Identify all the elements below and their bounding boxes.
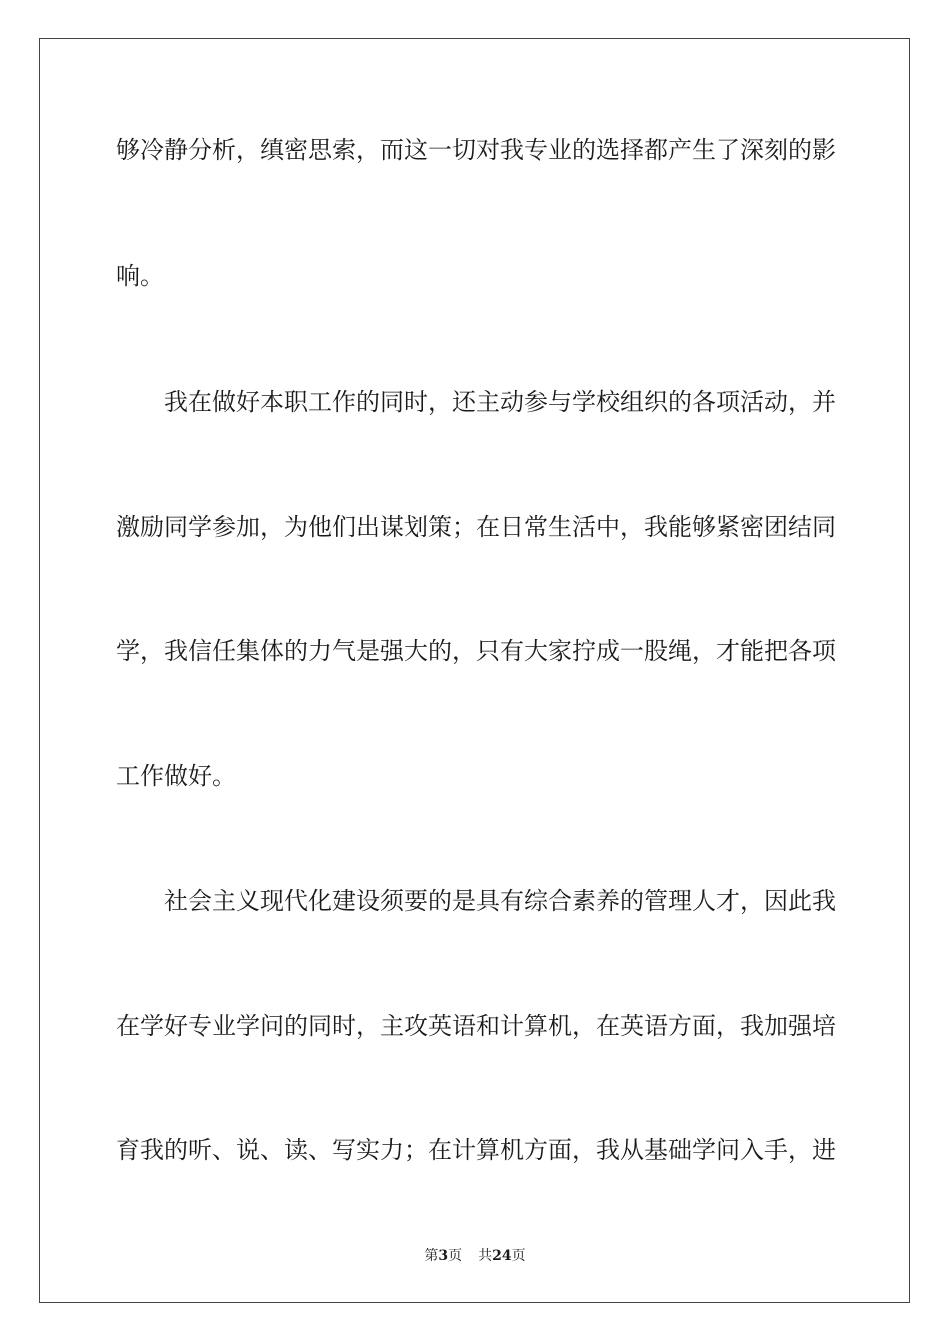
page-frame [39,38,910,1303]
page-footer [0,1247,950,1265]
total-pages: 24 [492,1248,512,1264]
text-line-9: 育我的听、说、读、写实力；在计算机方面，我从基础学问入手，进 [116,1136,836,1164]
total-suffix: 页 [511,1248,526,1264]
total-prefix: 共 [478,1248,493,1264]
page-number: 3 [438,1248,449,1264]
text-line-5: 学，我信任集体的力气是强大的，只有大家拧成一股绳，才能把各项 [116,637,836,665]
text-line-4: 激励同学参加，为他们出谋划策；在日常生活中，我能够紧密团结同 [116,513,836,541]
page-suffix: 页 [448,1248,463,1264]
page-prefix: 第 [424,1248,439,1264]
text-line-7: 社会主义现代化建设须要的是具有综合素养的管理人才，因此我 [164,887,836,915]
text-line-8: 在学好专业学问的同时，主攻英语和计算机，在英语方面，我加强培 [116,1012,836,1040]
text-line-6: 工作做好。 [116,762,236,790]
text-line-3: 我在做好本职工作的同时，还主动参与学校组织的各项活动，并 [164,388,836,416]
text-line-2: 响。 [116,262,164,290]
text-line-1: 够冷静分析，缜密思索，而这一切对我专业的选择都产生了深刻的影 [116,136,836,164]
